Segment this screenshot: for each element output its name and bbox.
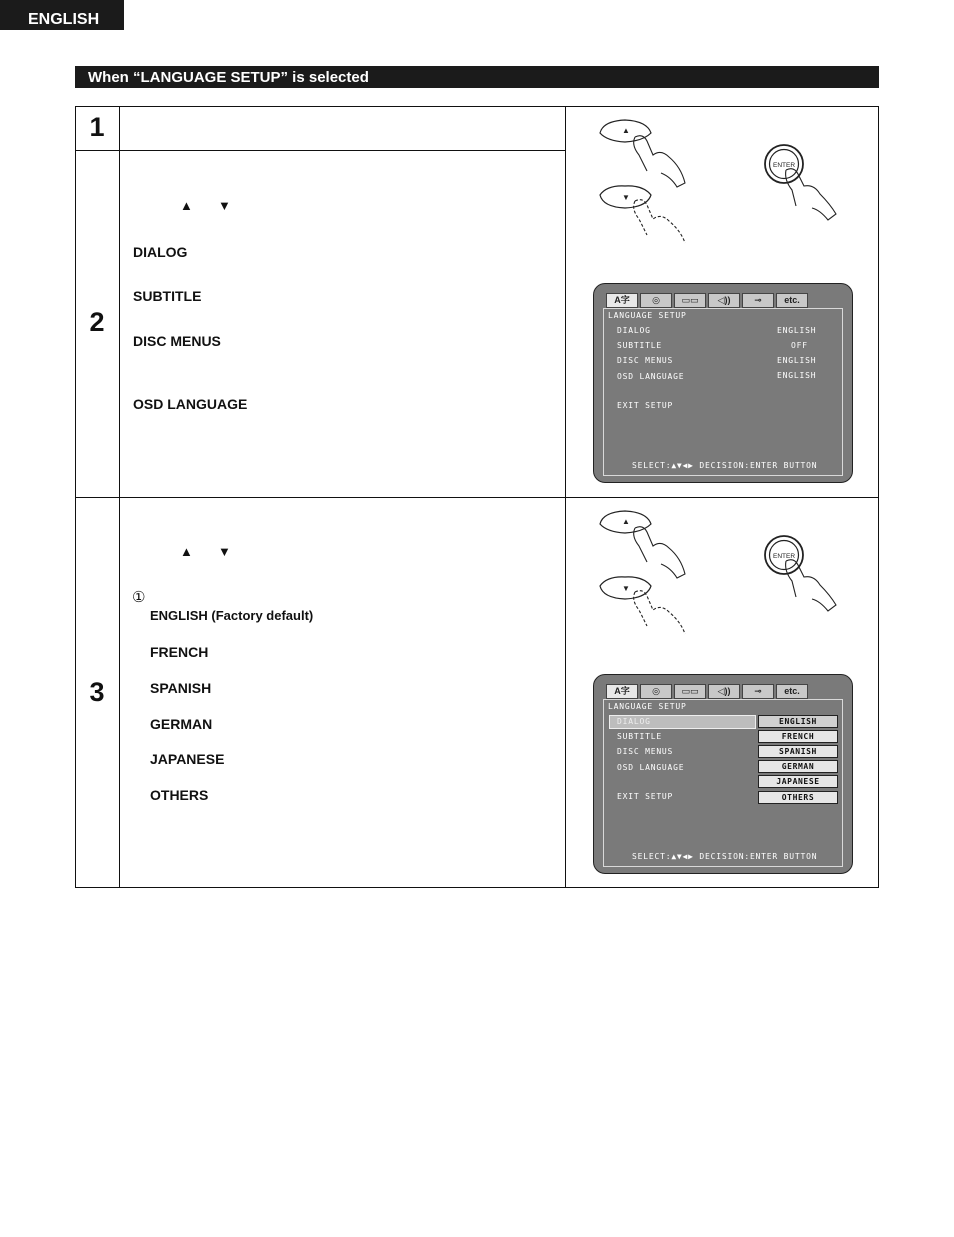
step2-item-dialog: DIALOG xyxy=(133,244,188,260)
down-arrow-icon: ▼ xyxy=(218,544,231,559)
osd-exit-setup: EXIT SETUP xyxy=(617,792,674,801)
step2-item-disc-menus: DISC MENUS xyxy=(133,333,221,349)
table-divider xyxy=(76,497,878,498)
section-title-bar: When “LANGUAGE SETUP” is selected xyxy=(75,66,879,88)
osd-row-label: DISC MENUS xyxy=(617,747,674,756)
up-arrow-icon: ▲ xyxy=(180,544,193,559)
step-number-1: 1 xyxy=(89,112,105,142)
svg-text:▲: ▲ xyxy=(622,517,630,526)
svg-text:ENTER: ENTER xyxy=(772,162,796,169)
up-arrow-icon: ▲ xyxy=(180,198,193,213)
svg-text:▲: ▲ xyxy=(622,126,630,135)
osd-option-others: OTHERS xyxy=(758,791,838,804)
osd-option-english: ENGLISH xyxy=(758,715,838,728)
svg-text:ENTER: ENTER xyxy=(772,553,796,560)
cursor-buttons-hand-illustration xyxy=(595,115,705,250)
osd-row-label: SUBTITLE xyxy=(617,732,662,741)
option-french: FRENCH xyxy=(150,644,209,660)
osd-title: LANGUAGE SETUP xyxy=(608,311,687,320)
enter-button-hand-illustration xyxy=(760,531,850,621)
table-divider xyxy=(76,150,566,151)
option-spanish: SPANISH xyxy=(150,680,212,696)
circled-one-marker: ① xyxy=(132,589,146,606)
option-others: OTHERS xyxy=(150,787,209,803)
osd-row-value: ENGLISH xyxy=(777,326,817,335)
osd-screen-dialog-options xyxy=(593,674,853,874)
language-tab: ENGLISH xyxy=(0,0,124,30)
language-tab-icon: A字 xyxy=(606,293,638,308)
audio-tab-icon: ◁)) xyxy=(708,684,740,699)
svg-text:▼: ▼ xyxy=(622,584,630,593)
osd-row-label: SUBTITLE xyxy=(617,341,662,350)
step-number-3: 3 xyxy=(89,677,105,707)
screen-tab-icon: ▭▭ xyxy=(674,293,706,308)
osd-row-label: OSD LANGUAGE xyxy=(617,763,685,772)
disc-tab-icon: ◎ xyxy=(640,684,672,699)
screen-tab-icon: ▭▭ xyxy=(674,684,706,699)
option-german: GERMAN xyxy=(150,716,213,732)
osd-option-german: GERMAN xyxy=(758,760,838,773)
osd-row-label: DIALOG xyxy=(617,326,651,335)
etc-tab: etc. xyxy=(776,684,808,699)
down-arrow-icon: ▼ xyxy=(218,198,231,213)
etc-tab: etc. xyxy=(776,293,808,308)
osd-footer: SELECT:▲▼◀▶ DECISION:ENTER BUTTON xyxy=(632,461,818,470)
step2-item-osd-language: OSD LANGUAGE xyxy=(133,396,248,412)
enter-button-hand-illustration xyxy=(760,140,850,230)
audio-tab-icon: ◁)) xyxy=(708,293,740,308)
osd-screen-language-setup xyxy=(593,283,853,483)
svg-text:▼: ▼ xyxy=(622,193,630,202)
step2-item-subtitle: SUBTITLE xyxy=(133,288,202,304)
osd-row-label: DIALOG xyxy=(617,717,651,726)
osd-option-spanish: SPANISH xyxy=(758,745,838,758)
osd-option-japanese: JAPANESE xyxy=(758,775,838,788)
osd-option-french: FRENCH xyxy=(758,730,838,743)
key-tab-icon: ⊸ xyxy=(742,684,774,699)
option-english: ENGLISH (Factory default) xyxy=(150,608,314,623)
osd-row-value: ENGLISH xyxy=(777,371,817,380)
disc-tab-icon: ◎ xyxy=(640,293,672,308)
key-tab-icon: ⊸ xyxy=(742,293,774,308)
osd-row-value: ENGLISH xyxy=(777,356,817,365)
osd-title: LANGUAGE SETUP xyxy=(608,702,687,711)
osd-exit-setup: EXIT SETUP xyxy=(617,401,674,410)
osd-row-value: OFF xyxy=(791,341,808,350)
osd-footer: SELECT:▲▼◀▶ DECISION:ENTER BUTTON xyxy=(632,852,818,861)
cursor-buttons-hand-illustration xyxy=(595,506,705,641)
option-japanese: JAPANESE xyxy=(150,751,225,767)
osd-row-label: OSD LANGUAGE xyxy=(617,372,685,381)
osd-row-label: DISC MENUS xyxy=(617,356,674,365)
language-tab-icon: A字 xyxy=(606,684,638,699)
step-number-2: 2 xyxy=(89,307,105,337)
